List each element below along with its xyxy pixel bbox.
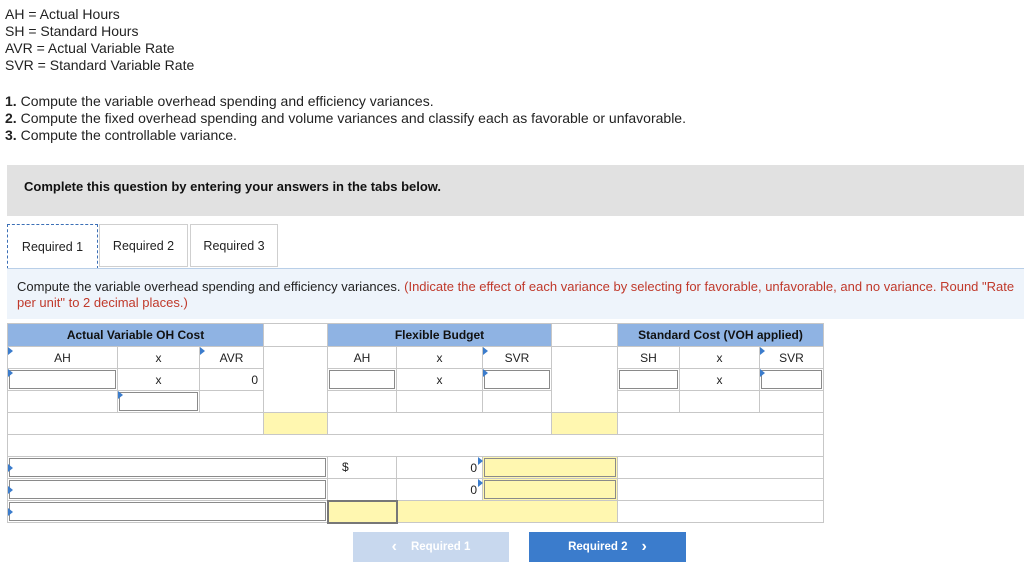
spacer-cell <box>264 347 328 369</box>
empty-cell <box>328 413 552 435</box>
dropdown-marker-icon <box>8 369 13 377</box>
select-box[interactable] <box>9 502 326 521</box>
times-sign: x <box>680 347 760 369</box>
dropdown-marker-icon <box>8 508 13 516</box>
times-sign: x <box>397 369 483 391</box>
label-text: SVR <box>779 350 804 365</box>
question-list <box>5 93 686 144</box>
tab-required-2[interactable]: Required 2 <box>99 224 188 267</box>
question-text: Compute the controllable variance. <box>16 127 237 143</box>
empty-cell <box>680 391 760 413</box>
next-label: Required 2 <box>568 541 628 553</box>
variance-effect-select-3[interactable] <box>397 501 618 523</box>
variance-label-select-1[interactable] <box>8 457 328 479</box>
empty-cell <box>618 457 824 479</box>
select-box[interactable] <box>9 480 326 499</box>
label-svr-standard[interactable] <box>760 347 824 369</box>
label-avr[interactable] <box>200 347 264 369</box>
select-box[interactable] <box>9 458 326 477</box>
standard-svr-input[interactable] <box>760 369 824 391</box>
label-text: AH <box>54 350 71 365</box>
avr-input[interactable] <box>118 391 200 413</box>
header-standard-cost: Standard Cost (VOH applied) <box>618 324 824 347</box>
dropdown-marker-icon <box>483 347 488 355</box>
spacer-cell <box>552 369 618 391</box>
spacer-cell <box>552 391 618 413</box>
header-actual-variable-oh-cost: Actual Variable OH Cost <box>8 324 264 347</box>
times-sign: x <box>680 369 760 391</box>
chevron-left-icon: ‹ <box>391 538 397 555</box>
previous-button[interactable] <box>353 532 509 562</box>
question-text: Compute the variable overhead spending and efficiency variances. <box>16 93 434 109</box>
actual-hours-input[interactable] <box>8 369 118 391</box>
variance-effect-select-2[interactable] <box>483 479 618 501</box>
banner-text: Complete this question by entering your answers in the tabs below. <box>24 179 442 194</box>
times-sign: x <box>397 347 483 369</box>
label-svr-flexible[interactable] <box>483 347 552 369</box>
dropdown-marker-icon <box>8 464 13 472</box>
chevron-right-icon: › <box>641 538 647 555</box>
total-variance-input[interactable] <box>328 501 397 523</box>
tab-required-1[interactable]: Required 1 <box>7 224 98 269</box>
value-text: 0 <box>470 482 477 497</box>
dropdown-marker-icon <box>8 347 13 355</box>
variance-worksheet <box>7 323 824 524</box>
value-text: 0 <box>470 460 477 475</box>
select-box[interactable] <box>484 480 616 499</box>
label-ah-flexible: AH <box>328 347 397 369</box>
question-text: Compute the fixed overhead spending and volume variances and classify each as favorable or unfavorable. <box>16 110 686 126</box>
standard-sh-input[interactable] <box>618 369 680 391</box>
input-box[interactable] <box>329 370 395 389</box>
empty-cell <box>200 391 264 413</box>
definition-ah: AH = Actual Hours <box>5 6 120 22</box>
input-box[interactable] <box>761 370 822 389</box>
definition-avr: AVR = Actual Variable Rate <box>5 40 175 56</box>
instruction-main: Compute the variable overhead spending and efficiency variances. <box>17 279 405 294</box>
spacer-cell <box>552 324 618 347</box>
spending-variance-cell <box>264 413 328 435</box>
efficiency-variance-cell <box>552 413 618 435</box>
flexible-ah-input[interactable] <box>328 369 397 391</box>
instruction-panel <box>7 268 1024 319</box>
dropdown-marker-icon <box>760 347 765 355</box>
spacer-cell <box>264 369 328 391</box>
question-3 <box>5 127 686 144</box>
spacer-cell <box>264 391 328 413</box>
instruction-text <box>17 279 1022 311</box>
definition-sh: SH = Standard Hours <box>5 23 139 39</box>
spacer-cell <box>264 324 328 347</box>
dropdown-marker-icon <box>760 369 765 377</box>
empty-cell <box>328 479 397 501</box>
separator-row <box>8 435 824 457</box>
empty-cell <box>618 391 680 413</box>
question-2 <box>5 110 686 127</box>
empty-cell <box>483 391 552 413</box>
empty-cell <box>618 479 824 501</box>
label-sh: SH <box>618 347 680 369</box>
empty-cell <box>618 413 824 435</box>
empty-cell <box>618 501 824 523</box>
empty-cell <box>397 391 483 413</box>
dropdown-marker-icon <box>200 347 205 355</box>
currency-symbol: $ <box>342 460 349 474</box>
empty-cell <box>8 391 118 413</box>
input-box[interactable] <box>9 370 116 389</box>
spacer-cell <box>552 347 618 369</box>
label-ah[interactable] <box>8 347 118 369</box>
input-box[interactable] <box>484 370 550 389</box>
dropdown-marker-icon <box>8 486 13 494</box>
input-box[interactable] <box>619 370 678 389</box>
question-number: 1. <box>5 93 17 109</box>
total-currency-cell <box>328 457 397 479</box>
total-value-2[interactable] <box>397 479 483 501</box>
empty-cell <box>760 391 824 413</box>
question-1 <box>5 93 686 110</box>
tab-required-3[interactable]: Required 3 <box>190 224 278 267</box>
variance-label-select-3[interactable] <box>8 501 328 523</box>
variance-effect-select-1[interactable] <box>483 457 618 479</box>
definition-svr: SVR = Standard Variable Rate <box>5 57 195 73</box>
times-sign: x <box>118 369 200 391</box>
input-box[interactable] <box>119 392 198 411</box>
instruction-note: (Indicate the effect of each variance by selecting for favorable, unfavorable, and no variance. Round "Rate per unit" to 2 decimal places.) <box>17 279 1015 310</box>
empty-cell <box>8 413 264 435</box>
select-box[interactable] <box>484 458 616 477</box>
next-button[interactable] <box>529 532 686 562</box>
actual-cost-value: 0 <box>200 369 264 391</box>
label-text: AVR <box>219 350 244 365</box>
previous-label: Required 1 <box>410 541 471 553</box>
instructions-banner <box>7 165 1024 216</box>
empty-cell <box>328 391 397 413</box>
header-flexible-budget: Flexible Budget <box>328 324 552 347</box>
variance-label-select-2[interactable] <box>8 479 328 501</box>
dropdown-marker-icon <box>118 391 123 399</box>
dropdown-marker-icon <box>483 369 488 377</box>
total-value-1[interactable] <box>397 457 483 479</box>
question-number: 2. <box>5 110 17 126</box>
definitions <box>5 6 194 74</box>
times-sign: x <box>118 347 200 369</box>
flexible-svr-input[interactable] <box>483 369 552 391</box>
question-number: 3. <box>5 127 17 143</box>
label-text: SVR <box>504 350 530 365</box>
